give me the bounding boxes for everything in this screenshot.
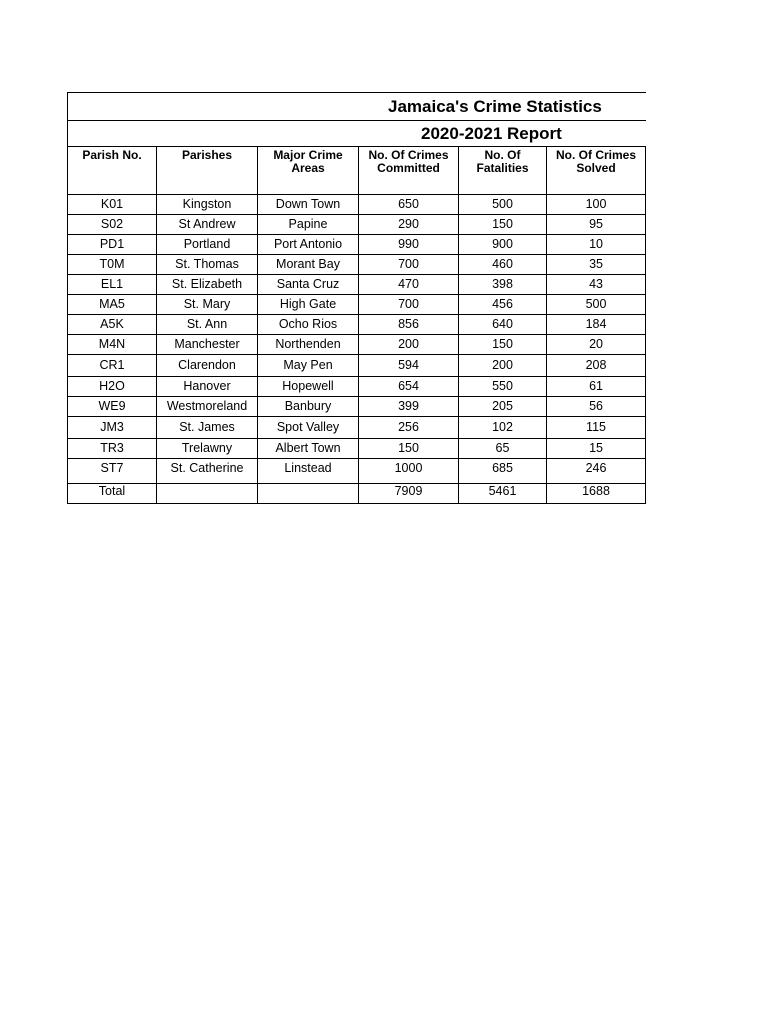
table-cell: A5K	[68, 315, 157, 335]
table-cell: 900	[459, 235, 547, 255]
table-cell: 594	[359, 355, 459, 377]
table-cell: 102	[459, 417, 547, 439]
table-cell: St. Catherine	[157, 459, 258, 484]
table-row	[68, 255, 646, 275]
table-cell: 654	[359, 377, 459, 397]
report-title: Jamaica's Crime Statistics	[388, 97, 602, 116]
table-cell: 456	[459, 295, 547, 315]
header-row	[68, 147, 646, 195]
table-cell: Morant Bay	[258, 255, 359, 275]
table-cell: St Andrew	[157, 215, 258, 235]
table-cell: 500	[459, 195, 547, 215]
table-cell: K01	[68, 195, 157, 215]
table-cell: 500	[547, 295, 646, 315]
col-header-parish-no: Parish No.	[68, 147, 157, 195]
table-cell: CR1	[68, 355, 157, 377]
table-cell: Hanover	[157, 377, 258, 397]
table-cell: 399	[359, 397, 459, 417]
table-cell: Spot Valley	[258, 417, 359, 439]
table-cell: 398	[459, 275, 547, 295]
report-subtitle: 2020-2021 Report	[421, 124, 562, 143]
table-row	[68, 417, 646, 439]
table-row	[68, 295, 646, 315]
table-row	[68, 439, 646, 459]
table-cell: 184	[547, 315, 646, 335]
total-cell: 1688	[547, 484, 646, 504]
table-cell: 208	[547, 355, 646, 377]
table-cell: St. Thomas	[157, 255, 258, 275]
table-cell: 10	[547, 235, 646, 255]
table-cell: 205	[459, 397, 547, 417]
table-cell: EL1	[68, 275, 157, 295]
table-cell: 290	[359, 215, 459, 235]
table-cell: 20	[547, 335, 646, 355]
table-cell: WE9	[68, 397, 157, 417]
table-cell: 470	[359, 275, 459, 295]
table-cell: 200	[459, 355, 547, 377]
table-cell: 65	[459, 439, 547, 459]
table-row	[68, 335, 646, 355]
table-cell: Albert Town	[258, 439, 359, 459]
table-cell: 100	[547, 195, 646, 215]
table-cell: Clarendon	[157, 355, 258, 377]
table-cell: Ocho Rios	[258, 315, 359, 335]
table-cell: H2O	[68, 377, 157, 397]
table-cell: 640	[459, 315, 547, 335]
table-cell: Trelawny	[157, 439, 258, 459]
total-cell	[157, 484, 258, 504]
table-cell: St. Ann	[157, 315, 258, 335]
table-cell: MA5	[68, 295, 157, 315]
table-row	[68, 275, 646, 295]
table-row	[68, 397, 646, 417]
table-cell: 95	[547, 215, 646, 235]
table-cell: 1000	[359, 459, 459, 484]
col-header-fatalities: No. Of Fatalities	[459, 147, 547, 195]
table-cell: Westmoreland	[157, 397, 258, 417]
table-cell: 150	[459, 335, 547, 355]
table-cell: Northenden	[258, 335, 359, 355]
table-cell: 990	[359, 235, 459, 255]
table-row	[68, 377, 646, 397]
table-cell: Hopewell	[258, 377, 359, 397]
table-cell: Portland	[157, 235, 258, 255]
total-cell: 7909	[359, 484, 459, 504]
table-row	[68, 459, 646, 484]
total-cell: Total	[68, 484, 157, 504]
table-cell: Manchester	[157, 335, 258, 355]
table-cell: Kingston	[157, 195, 258, 215]
table-cell: JM3	[68, 417, 157, 439]
spreadsheet	[67, 92, 645, 504]
table-cell: May Pen	[258, 355, 359, 377]
crime-statistics-table	[67, 92, 646, 504]
table-cell: 700	[359, 255, 459, 275]
table-cell: 550	[459, 377, 547, 397]
table-cell: 150	[459, 215, 547, 235]
table-row	[68, 195, 646, 215]
col-header-parishes: Parishes	[157, 147, 258, 195]
table-cell: ST7	[68, 459, 157, 484]
table-cell: Banbury	[258, 397, 359, 417]
table-cell: 700	[359, 295, 459, 315]
table-cell: St. James	[157, 417, 258, 439]
table-row	[68, 215, 646, 235]
table-cell: High Gate	[258, 295, 359, 315]
table-cell: 856	[359, 315, 459, 335]
table-cell: Santa Cruz	[258, 275, 359, 295]
table-cell: PD1	[68, 235, 157, 255]
table-cell: St. Mary	[157, 295, 258, 315]
table-cell: St. Elizabeth	[157, 275, 258, 295]
col-header-crimes-solved: No. Of Crimes Solved	[547, 147, 646, 195]
table-cell: TR3	[68, 439, 157, 459]
total-row	[68, 484, 646, 504]
table-cell: 43	[547, 275, 646, 295]
table-cell: S02	[68, 215, 157, 235]
table-cell: 650	[359, 195, 459, 215]
table-cell: Port Antonio	[258, 235, 359, 255]
table-cell: 115	[547, 417, 646, 439]
col-header-major-crime-areas: Major Crime Areas	[258, 147, 359, 195]
table-cell: Linstead	[258, 459, 359, 484]
table-cell: 246	[547, 459, 646, 484]
table-cell: 150	[359, 439, 459, 459]
total-cell: 5461	[459, 484, 547, 504]
table-cell: 460	[459, 255, 547, 275]
table-row	[68, 235, 646, 255]
table-cell: 61	[547, 377, 646, 397]
table-cell: M4N	[68, 335, 157, 355]
table-cell: 685	[459, 459, 547, 484]
table-cell: Down Town	[258, 195, 359, 215]
table-cell: 200	[359, 335, 459, 355]
table-row	[68, 315, 646, 335]
table-cell: Papine	[258, 215, 359, 235]
table-cell: 256	[359, 417, 459, 439]
table-cell: T0M	[68, 255, 157, 275]
total-cell	[258, 484, 359, 504]
col-header-crimes-committed: No. Of Crimes Committed	[359, 147, 459, 195]
table-cell: 56	[547, 397, 646, 417]
table-cell: 15	[547, 439, 646, 459]
table-cell: 35	[547, 255, 646, 275]
table-row	[68, 355, 646, 377]
